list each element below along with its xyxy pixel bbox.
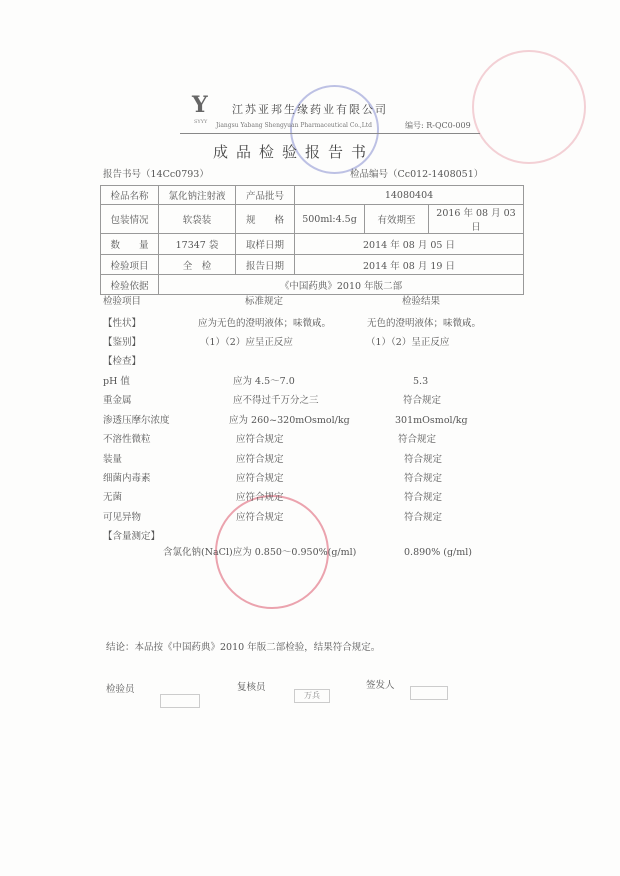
cell: 500ml:4.5g: [295, 205, 365, 234]
result-standard: 应为 4.5～7.0: [233, 376, 295, 387]
cell: 产品批号: [236, 186, 295, 205]
table-row: [101, 205, 524, 234]
results-header-result: 检验结果: [402, 296, 441, 307]
table-row: [101, 234, 524, 255]
cell: 规 格: [236, 205, 295, 234]
cell: 14080404: [295, 186, 524, 205]
table-row: [101, 275, 524, 295]
result-standard: 应为 260~320mOsmol/kg: [229, 415, 350, 426]
result-item: 【鉴别】: [103, 337, 142, 348]
result-standard: 应符合规定: [236, 473, 284, 484]
result-standard: 应符合规定: [236, 492, 284, 503]
result-item: 装量: [103, 454, 123, 465]
results-header-item: 检验项目: [103, 296, 142, 307]
red-seal-top-right: [472, 50, 586, 164]
cell: 《中国药典》2010 年版二部: [159, 275, 524, 295]
cell: 取样日期: [236, 234, 295, 255]
result-value: 符合规定: [404, 473, 443, 484]
cell: 数 量: [101, 234, 159, 255]
result-standard: 应为无色的澄明液体；味微咸。: [198, 318, 332, 329]
result-value: 无色的澄明液体；味微咸。: [367, 318, 482, 329]
result-value: 符合规定: [403, 395, 442, 406]
result-item: 渗透压摩尔浓度: [103, 415, 170, 426]
cell: 软袋装: [159, 205, 236, 234]
result-value: 5.3: [413, 376, 429, 387]
product-info-table: [100, 185, 524, 295]
cell: 检品名称: [101, 186, 159, 205]
result-item: pH 值: [103, 376, 130, 387]
result-standard: 应符合规定: [236, 512, 284, 523]
company-name-cn: 江苏亚邦生缘药业有限公司: [232, 103, 388, 116]
result-item: 【性状】: [103, 318, 142, 329]
result-value: 符合规定: [404, 492, 443, 503]
result-standard: （1）（2）应呈正反应: [200, 337, 293, 348]
divider: [180, 133, 480, 134]
cell: 氯化钠注射液: [159, 186, 236, 205]
cell: 报告日期: [236, 255, 295, 275]
result-standard: 应符合规定: [236, 434, 284, 445]
report-number: 报告书号（14Cc0793）: [103, 169, 209, 180]
page-title: 成品检验报告书: [213, 143, 375, 161]
cell: 2016 年 08 月 03 日: [429, 205, 524, 234]
result-item: 无菌: [103, 492, 123, 503]
result-value: 符合规定: [398, 434, 437, 445]
result-item: 【检查】: [103, 356, 142, 367]
sample-number: 检品编号（Cc012-1408051）: [350, 169, 484, 180]
result-value: 符合规定: [404, 454, 443, 465]
reviewer-label: 复核员: [237, 682, 266, 693]
cell: 检验依据: [101, 275, 159, 295]
results-header-standard: 标准规定: [245, 296, 284, 307]
result-item: 重金属: [103, 395, 132, 406]
cell: 2014 年 08 月 05 日: [295, 234, 524, 255]
result-standard: 应符合规定: [236, 454, 284, 465]
result-item: 不溶性微粒: [103, 434, 151, 445]
conclusion: 结论：本品按《中国药典》2010 年版二部检验，结果符合规定。: [106, 642, 381, 653]
result-item: 可见异物: [103, 512, 142, 523]
reviewer-signature: 万兵: [294, 689, 330, 703]
assay-result: 0.890% (g/ml): [404, 547, 472, 558]
company-logo-icon: Y: [192, 92, 208, 118]
logo-sub: SYYY: [194, 119, 208, 125]
result-item: 【含量测定】: [103, 531, 161, 542]
cell: 有效期至: [365, 205, 429, 234]
result-item: 细菌内毒素: [103, 473, 151, 484]
company-name-en: Jiangsu Yabang Shengyuan Pharmaceutical Co.,Ltd: [216, 122, 373, 129]
result-value: 符合规定: [404, 512, 443, 523]
approver-label: 签发人: [366, 680, 395, 691]
cell: 包装情况: [101, 205, 159, 234]
cell: 17347 袋: [159, 234, 236, 255]
cell: 全 检: [159, 255, 236, 275]
inspector-signature: [160, 694, 200, 708]
assay-standard: 含氯化钠(NaCl)应为 0.850～0.950%(g/ml): [163, 547, 357, 558]
result-standard: 应不得过千万分之三: [233, 395, 319, 406]
result-value: 301mOsmol/kg: [395, 415, 468, 426]
result-value: （1）（2）呈正反应: [366, 337, 450, 348]
table-row: [101, 186, 524, 205]
cell: 2014 年 08 月 19 日: [295, 255, 524, 275]
document-code: 编号: R-QC0-009: [405, 121, 471, 130]
approver-signature: [410, 686, 448, 700]
cell: 检验项目: [101, 255, 159, 275]
table-row: [101, 255, 524, 275]
inspector-label: 检验员: [106, 684, 135, 695]
